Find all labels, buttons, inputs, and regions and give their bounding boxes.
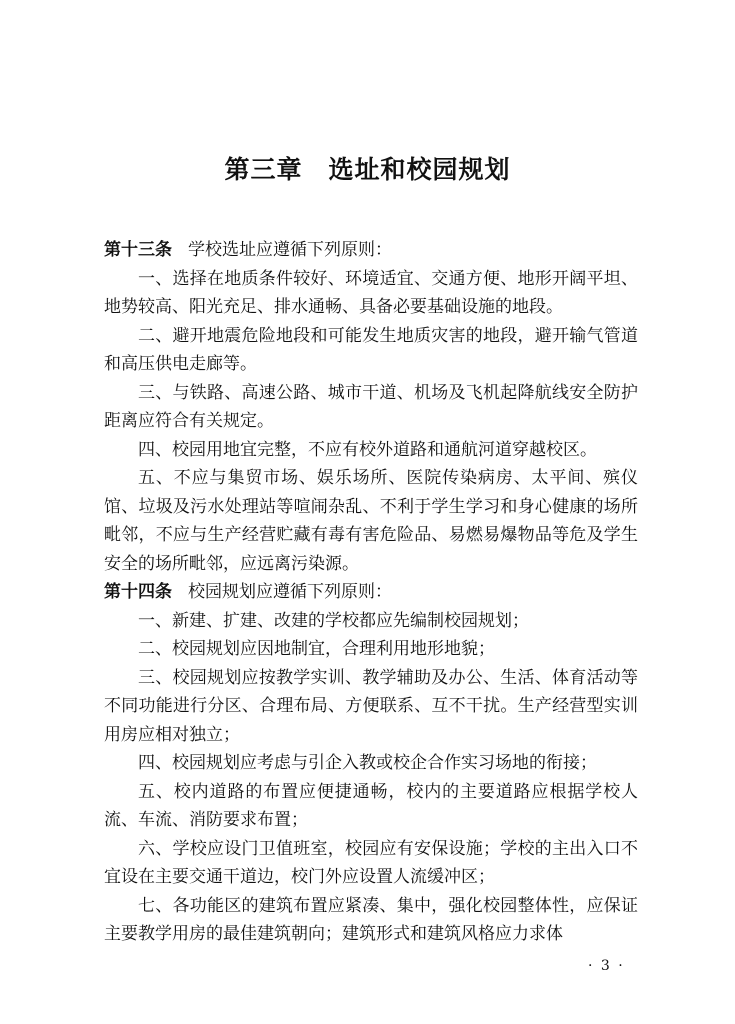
article-14-item-7: 七、各功能区的建筑布置应紧凑、集中，强化校园整体性，应保证主要教学用房的最佳建筑朝向；建筑形式和建筑风格应力求体 (104, 895, 638, 944)
page-number: · 3 · (588, 958, 625, 974)
article-14-item-6: 六、学校应设门卫值班室，校园应有安保设施；学校的主出入口不宜设在主要交通干道边，校门外应设置人流缓冲区； (104, 838, 638, 887)
article-13-heading: 第十三条 (104, 240, 172, 260)
article-14-item-5: 五、校内道路的布置应便捷通畅，校内的主要道路应根据学校人流、车流、消防要求布置； (104, 781, 638, 830)
article-13-intro: 学校选址应遵循下列原则： (188, 240, 392, 260)
article-13-intro-line (104, 236, 638, 265)
article-13-item-1: 一、选择在地质条件较好、环境适宜、交通方便、地形开阔平坦、地势较高、阳光充足、排水通畅、具备必要基础设施的地段。 (104, 268, 638, 317)
article-14-intro-line (104, 578, 638, 607)
article-13-item-2: 二、避开地震危险地段和可能发生地质灾害的地段，避开输气管道和高压供电走廊等。 (104, 325, 638, 374)
article-14-item-3: 三、校园规划应按教学实训、教学辅助及办公、生活、体育活动等不同功能进行分区、合理布局、方便联系、互不干扰。生产经营型实训用房应相对独立； (104, 667, 638, 745)
article-14-item-2: 二、校园规划应因地制宜，合理利用地形地貌； (138, 639, 495, 659)
article-13-item-5: 五、不应与集贸市场、娱乐场所、医院传染病房、太平间、殡仪馆、垃圾及污水处理站等喧闹杂乱、不利于学生学习和身心健康的场所毗邻，不应与生产经营贮藏有毒有害危险品、易燃易爆物品等危及学生安全的场所毗邻，应远离污染源。 (104, 468, 638, 574)
article-14-item-1: 一、新建、扩建、改建的学校都应先编制校园规划； (138, 610, 529, 631)
article-14-intro: 校园规划应遵循下列原则： (188, 582, 392, 602)
article-13-item-4: 四、校园用地宜完整，不应有校外道路和通航河道穿越校区。 (138, 439, 597, 460)
article-14-item-4: 四、校园规划应考虑与引企入教或校企合作实习场地的衔接； (138, 753, 597, 773)
article-14-heading: 第十四条 (104, 582, 172, 602)
article-13-item-3: 三、与铁路、高速公路、城市干道、机场及飞机起降航线安全防护距离应符合有关规定。 (104, 382, 638, 431)
body-text (104, 236, 638, 949)
chapter-title: 第三章 选址和校园规划 (224, 155, 511, 184)
